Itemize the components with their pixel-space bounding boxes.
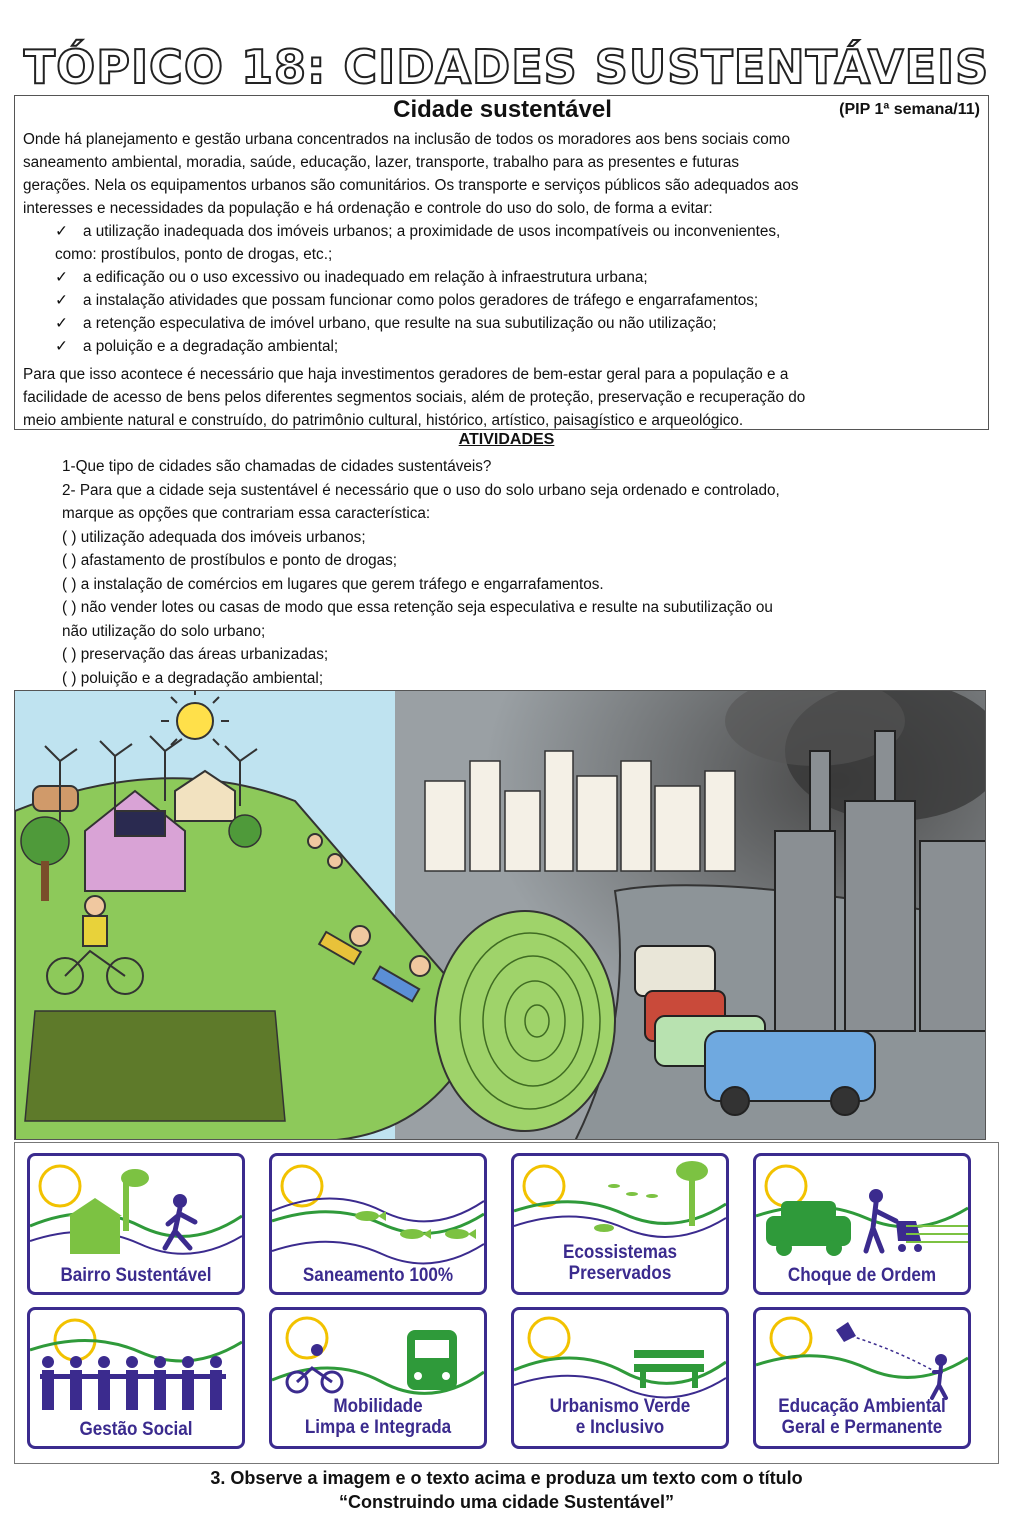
bullet-list <box>55 220 780 358</box>
option-item <box>62 643 780 667</box>
question-1: 1-Que tipo de cidades são chamadas de cidades sustentáveis? <box>62 458 492 475</box>
card-label <box>767 1396 958 1438</box>
option-checkbox[interactable]: ( ) <box>62 599 77 616</box>
card-label-line: Limpa e Integrada <box>304 1417 452 1438</box>
activities <box>62 455 780 690</box>
option-item <box>62 549 780 573</box>
option-checkbox[interactable]: ( ) <box>62 646 77 663</box>
option-list <box>62 526 780 691</box>
option-text: preservação das áreas urbanizadas; <box>80 646 329 663</box>
option-checkbox[interactable]: ( ) <box>62 552 77 569</box>
card-label <box>525 1396 716 1438</box>
option-item <box>62 596 780 620</box>
card-label-line: Educação Ambiental <box>778 1396 946 1417</box>
option-item <box>62 526 780 550</box>
option-text: utilização adequada dos imóveis urbanos; <box>80 528 366 546</box>
sustainable-city-cartoon <box>14 690 986 1140</box>
card-label: Choque de Ordem <box>787 1265 937 1286</box>
intro-paragraph <box>23 128 799 220</box>
bullet-item <box>55 312 780 335</box>
card-label-line: Geral e Permanente <box>781 1417 943 1438</box>
bullet-text: a edificação ou o uso excessivo ou inadequado em relação à infraestrutura urbana; <box>83 269 648 286</box>
option-text: a instalação de comércios em lugares que gerem tráfego e engarrafamentos. <box>80 575 604 593</box>
card-mobilidade <box>269 1307 487 1449</box>
bullet-item <box>55 220 780 243</box>
option-text: poluição e a degradação ambiental; <box>80 669 324 687</box>
card-label-line: Urbanismo Verde <box>549 1396 691 1417</box>
task-3 <box>0 1466 1013 1514</box>
bullet-item <box>55 289 780 312</box>
card-label-line: Ecossistemas <box>562 1242 678 1263</box>
option-continuation: não utilização do solo urbano; <box>62 622 266 640</box>
bullet-text: a retenção especulativa de imóvel urbano, que resulte na sua subutilização ou não utilização; <box>83 315 717 332</box>
card-label: Saneamento 100% <box>302 1265 454 1286</box>
crop-field <box>25 1011 285 1121</box>
card-ecossistemas <box>511 1153 729 1295</box>
closing-line: Para que isso acontece é necessário que haja investimentos geradores de bem-estar geral para a população e a <box>23 366 789 383</box>
option-checkbox[interactable]: ( ) <box>62 575 77 593</box>
bullet-text: a utilização inadequada dos imóveis urbanos; a proximidade de usos incompatíveis ou inconvenientes, <box>83 223 781 240</box>
box-title: Cidade sustentável <box>393 96 612 123</box>
task-line: “Construindo uma cidade Sustentável” <box>338 1492 675 1512</box>
card-label-line: Preservados <box>568 1263 672 1284</box>
option-checkbox[interactable]: ( ) <box>62 669 77 687</box>
card-saneamento <box>269 1153 487 1295</box>
topic-title: TÓPICO 18: CIDADES SUSTENTÁVEIS <box>23 40 990 94</box>
info-box <box>14 95 989 430</box>
bullet-text: a instalação atividades que possam funcionar como polos geradores de tráfego e engarrafamentos; <box>83 292 759 309</box>
bullet-continuation: como: prostíbulos, ponto de drogas, etc.; <box>55 246 333 263</box>
check-icon: ✓ <box>55 223 68 240</box>
card-label: Gestão Social <box>79 1419 193 1440</box>
closing-paragraph <box>23 363 805 432</box>
bullet-item <box>55 266 780 289</box>
bullet-item <box>55 335 780 358</box>
card-label <box>283 1396 474 1438</box>
option-item <box>62 667 780 691</box>
option-item <box>62 573 780 597</box>
check-icon: ✓ <box>55 315 68 332</box>
closing-line: facilidade de acesso de bens pelos diferentes segmentos sociais, além de proteção, preservação e recuperação do <box>23 389 806 406</box>
intro-line: gerações. Nela os equipamentos urbanos são comunitários. Os transporte e serviços públicos são adequados aos <box>23 177 799 194</box>
box-reference: (PIP 1ª semana/11) <box>839 101 980 118</box>
closing-line: meio ambiente natural e construído, do patrimônio cultural, histórico, artístico, paisagístico e arqueológico. <box>23 412 744 429</box>
card-label-line: e Inclusivo <box>575 1417 665 1438</box>
option-text: afastamento de prostíbulos e ponto de drogas; <box>80 552 398 569</box>
card-educacao-ambiental <box>753 1307 971 1449</box>
question-2-line: marque as opções que contrariam essa característica: <box>62 505 431 522</box>
question-2-line: 2- Para que a cidade seja sustentável é necessário que o uso do solo urbano seja ordenado e controlado, <box>62 481 780 499</box>
card-bairro-sustentavel <box>27 1153 245 1295</box>
cartoon-illustration <box>15 691 986 1140</box>
card-urbanismo-verde <box>511 1307 729 1449</box>
intro-line: saneamento ambiental, moradia, saúde, educação, lazer, transporte, trabalho para as presentes e futuras <box>23 154 739 171</box>
activities-heading: ATIVIDADES <box>458 431 555 448</box>
option-text: não vender lotes ou casas de modo que essa retenção seja especulativa e resulte na subutilização ou <box>80 599 773 616</box>
check-icon: ✓ <box>55 269 68 286</box>
option-checkbox[interactable]: ( ) <box>62 528 77 546</box>
task-line: 3. Observe a imagem e o texto acima e produza um texto com o título <box>210 1468 803 1488</box>
check-icon: ✓ <box>55 292 68 309</box>
card-choque-de-ordem <box>753 1153 971 1295</box>
check-icon: ✓ <box>55 338 68 355</box>
intro-line: Onde há planejamento e gestão urbana concentrados na inclusão de todos os moradores aos bens sociais como <box>23 131 791 148</box>
card-gestao-social <box>27 1307 245 1449</box>
sustainability-icons-panel <box>14 1142 999 1464</box>
bullet-text: a poluição e a degradação ambiental; <box>83 338 339 355</box>
card-label <box>525 1242 716 1284</box>
intro-line: interesses e necessidades da população e há ordenação e controle do uso do solo, de forma a evitar: <box>23 200 713 217</box>
card-label-line: Mobilidade <box>333 1396 423 1417</box>
card-label: Bairro Sustentável <box>60 1265 212 1286</box>
